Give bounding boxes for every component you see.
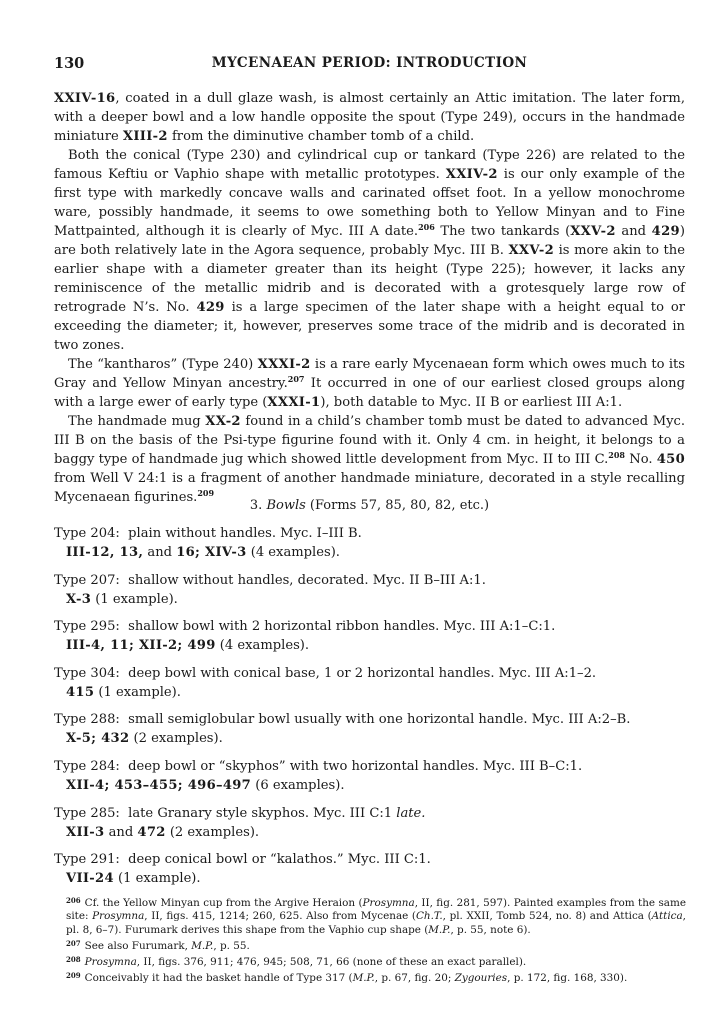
text-run: and: [615, 224, 652, 239]
catalog-ref: 429: [196, 300, 225, 315]
catalog-ref: XXXI-1: [267, 395, 321, 410]
type-label: Type 295:: [54, 619, 120, 635]
text-run: found in a child’s chamber tomb must be dated to advanced Myc. III B on the basis of the Psi-type figurine found with it. Only 4 cm. in height, it belongs to a baggy type of handmade jug which showed little development from Myc. II to III C.: [54, 414, 685, 467]
type-count: (1 example).: [94, 684, 181, 700]
catalog-ref: XXIV-16: [54, 91, 116, 106]
text-run: Both the conical (Type 230) and cylindrical cup or tankard (Type 226) are related to the famous Keftiu or Vaphio shape with metallic prototypes.: [54, 148, 685, 182]
footnote-number: 209: [66, 971, 81, 981]
type-count: (4 examples).: [215, 638, 310, 654]
section-title: Bowls: [266, 498, 306, 513]
catalog-ref: XXV-2: [508, 243, 555, 258]
page-header: [54, 55, 685, 75]
type-description: deep bowl or “skyphos” with two horizontal handles. Myc. III B–C:1.: [128, 758, 583, 774]
paragraph-1: [54, 89, 685, 146]
text-run: ) are both relatively late in the Agora sequence, probably Myc. III B.: [54, 224, 685, 258]
running-head: MYCENAEAN PERIOD: INTRODUCTION: [211, 55, 528, 71]
catalog-ref: 450: [656, 452, 685, 467]
type-description: deep bowl with conical base, 1 or 2 horizontal handles. Myc. III A:1–2.: [128, 665, 597, 681]
text-run: , p. 67, fig. 20;: [374, 972, 455, 985]
type-entry: [54, 571, 685, 615]
text-run: , II, figs. 376, 911; 476, 945; 508, 71, 66 (none of these an exact parallel).: [136, 956, 527, 969]
text-run: from Well V 24:1 is a fragment of another handmade miniature, decorated in a style recalling Mycenaean figurines.: [54, 471, 685, 505]
text-run: , II, fig. 281, 597). Painted examples from the same site:: [66, 897, 686, 923]
type-refs: III-4, 11; XII-2; 499: [66, 638, 216, 654]
catalog-ref: XXV-2: [570, 224, 616, 239]
footnote-208: [66, 953, 686, 969]
type-label: Type 288:: [54, 712, 120, 728]
text-run: and: [104, 824, 138, 840]
footnote-209: [66, 969, 686, 985]
citation: M.P.: [191, 939, 214, 952]
type-entry: [54, 850, 685, 894]
section-forms: (Forms 57, 85, 80, 82, etc.): [309, 498, 490, 513]
type-refs: III-12, 13,: [66, 545, 144, 560]
type-refs: X-5; 432: [66, 731, 130, 747]
footnote-number: 207: [66, 938, 81, 948]
paragraph-3: [54, 355, 685, 412]
text-run: , pl. XXII, Tomb 524, no. 8) and Attica (: [442, 910, 652, 923]
catalog-ref: XIII-2: [122, 129, 168, 144]
catalog-ref: 429: [651, 224, 680, 239]
footnote-ref: 207: [287, 374, 305, 384]
type-description: deep conical bowl or “kalathos.” Myc. III C:1.: [128, 852, 431, 868]
type-count: (4 examples).: [246, 545, 340, 560]
text-run: , pl. 8, 6–7). Furumark derives this shape from the Vaphio cup shape (: [66, 910, 686, 936]
type-entry: [54, 804, 685, 848]
text-run: from the diminutive chamber tomb of a child.: [167, 129, 475, 144]
type-description: small semiglobular bowl usually with one horizontal handle. Myc. III A:2–B.: [128, 712, 631, 728]
type-label: Type 285:: [54, 805, 120, 821]
type-refs: X-3: [66, 591, 92, 607]
type-entry: [54, 664, 685, 708]
catalog-ref: XX-2: [205, 414, 241, 429]
catalog-ref: XXXI-2: [257, 357, 311, 372]
type-label: Type 291:: [54, 852, 120, 868]
text-run: is more akin to the earlier shape with a diameter greater than its height (Type 225); however, it lacks any reminiscence of the metallic midrib and is decorated with a grotesquely large row of retrograde N’s. No.: [54, 243, 685, 315]
catalog-ref: XXIV-2: [445, 167, 498, 182]
citation: Prosymna: [362, 897, 415, 909]
type-label: Type 304:: [54, 665, 120, 681]
text-run: , II, figs. 415, 1214; 260, 625. Also from Mycenae (: [144, 910, 416, 923]
type-description: shallow without handles, decorated. Myc. II B–III A:1.: [128, 572, 486, 588]
text-run: No.: [625, 452, 657, 467]
text-run: , p. 55, note 6).: [450, 923, 531, 936]
section-heading: [54, 498, 685, 513]
text-run: is a large specimen of the later shape with a height equal to or exceeding the diameter; it, however, preserves some trace of the midrib and is decorated in two zones.: [54, 300, 685, 353]
text-run: The handmade mug: [68, 414, 206, 429]
type-label: Type 207:: [54, 572, 120, 588]
type-refs: XII-3: [66, 824, 105, 840]
text-run: is a rare early Mycenaean form which owes much to its Gray and Yellow Minyan ancestry.: [54, 357, 685, 391]
type-refs: VII-24: [66, 871, 114, 887]
page-number: 130: [54, 55, 85, 72]
type-refs: 472: [137, 824, 166, 840]
type-entry: [54, 710, 685, 754]
citation: Ch.T.: [415, 910, 443, 923]
type-refs: XII-4; 453–455; 496–497: [66, 777, 252, 793]
type-description: late Granary style skyphos. Myc. III C:1: [128, 805, 397, 821]
footnote-ref: 209: [197, 488, 215, 498]
paragraph-4: [54, 412, 685, 507]
footnote-ref: 206: [418, 222, 435, 232]
citation: M.P.: [428, 923, 451, 936]
section-number: 3.: [249, 498, 263, 513]
citation: M.P.: [352, 972, 375, 985]
text-run: , p. 172, fig. 168, 330).: [507, 972, 628, 985]
type-description: plain without handles. Myc. I–III B.: [128, 526, 362, 541]
body-text: [54, 89, 685, 507]
type-count: (2 examples).: [129, 731, 223, 747]
footnotes: [66, 894, 686, 986]
citation: Attica: [651, 910, 683, 923]
type-refs: 415: [66, 684, 95, 700]
text-run: See also Furumark,: [84, 939, 192, 952]
text-run: It occurred in one of our earliest closed groups along with a large ewer of early type (: [54, 376, 685, 410]
type-entry: [54, 617, 685, 661]
footnote-ref: 208: [608, 450, 625, 460]
type-count: (6 examples).: [251, 777, 345, 793]
type-list: [54, 524, 685, 897]
footnote-206: [66, 894, 686, 937]
text-run: Cf. the Yellow Minyan cup from the Argive Heraion (: [84, 897, 363, 909]
footnote-number: 206: [66, 896, 81, 905]
type-entry: [54, 524, 685, 568]
type-count: (1 example).: [113, 871, 201, 887]
type-label: Type 284:: [54, 758, 120, 774]
type-description-italic: late.: [396, 805, 426, 821]
text-run: The “kantharos” (Type 240): [68, 357, 258, 372]
footnote-207: [66, 937, 686, 953]
text-run: The two tankards (: [434, 224, 571, 239]
paragraph-2: [54, 146, 685, 355]
text-run: , coated in a dull glaze wash, is almost certainly an Attic imitation. The later form, with a deeper bowl and a low handle opposite the spout (Type 249), occurs in the handmade miniature: [54, 91, 685, 144]
type-entry: [54, 757, 685, 801]
citation: Zygouries: [454, 972, 508, 985]
footnote-number: 208: [66, 955, 81, 965]
text-run: , p. 55.: [213, 939, 250, 952]
type-description: shallow bowl with 2 horizontal ribbon handles. Myc. III A:1–C:1.: [128, 619, 556, 635]
text-run: and: [143, 545, 177, 560]
type-refs: 16; XIV-3: [176, 545, 247, 560]
type-count: (1 example).: [91, 591, 178, 607]
text-run: is our only example of the first type with markedly concave walls and carinated offset foot. In a yellow monochrome ware, possibly handmade, it seems to owe something both to Yellow Minyan and to Fine Mattpainted, although it is clearly of Myc. III A date.: [54, 167, 686, 239]
citation: Prosymna: [92, 910, 145, 923]
type-label: Type 204:: [54, 526, 120, 541]
citation: Prosymna: [84, 956, 137, 969]
type-count: (2 examples).: [165, 824, 260, 840]
text-run: ), both datable to Myc. II B or earliest III A:1.: [320, 395, 623, 410]
text-run: Conceivably it had the basket handle of Type 317 (: [84, 972, 353, 985]
